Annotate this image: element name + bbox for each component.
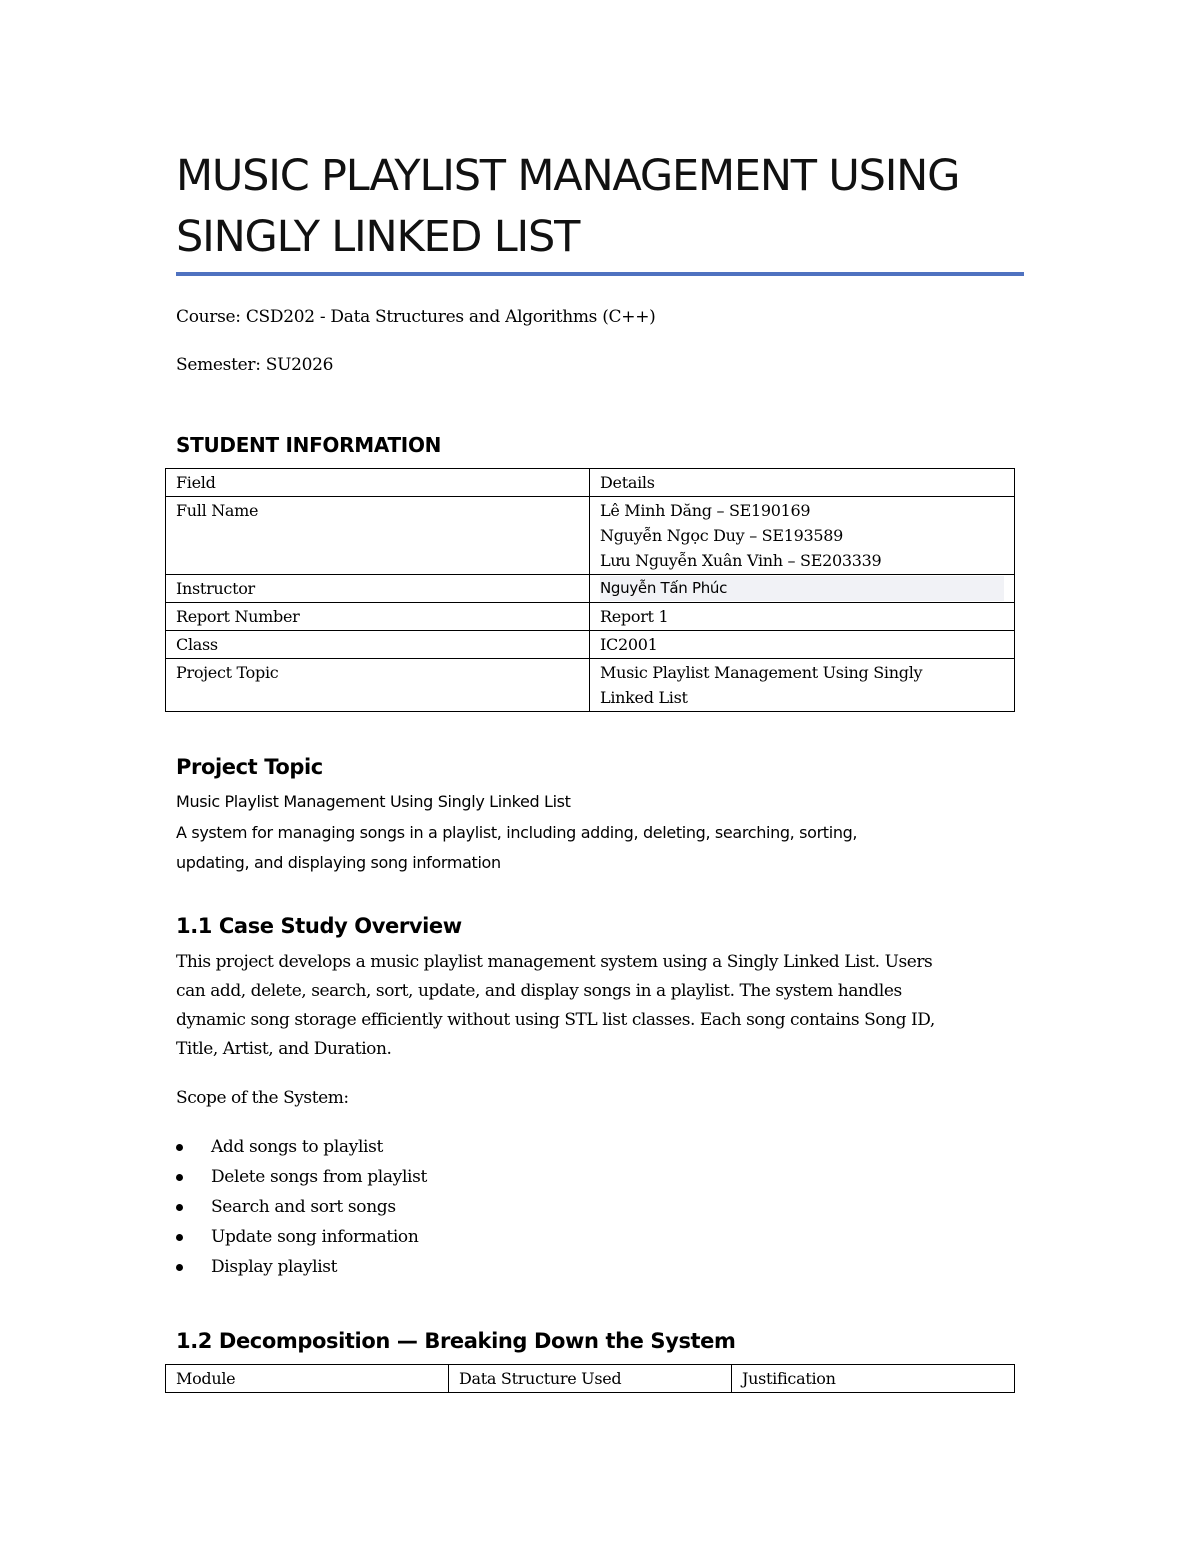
document-title-line-2: SINGLY LINKED LIST: [176, 212, 580, 262]
bullet-icon: [176, 1144, 183, 1151]
table-row-project-topic: [166, 659, 1015, 712]
table-cell-details: [590, 497, 1015, 575]
table-row-report-number: [166, 603, 1015, 631]
case-study-paragraph: This project develops a music playlist management system using a Singly Linked List. Users can add, delete, search, sort, update, and display songs in a playlist. The system handles dynamic song storage efficiently without using STL list classes. Each song contains Song ID, Title, Artist, and Duration.: [176, 952, 935, 1059]
decomposition-table: [165, 1364, 1015, 1393]
table-cell-details: IC2001: [590, 631, 1015, 659]
table-cell-details: Report 1: [590, 603, 1015, 631]
table-row-instructor: [166, 575, 1015, 603]
bullet-icon: [176, 1204, 183, 1211]
course-line: Course: CSD202 - Data Structures and Algorithms (C++): [176, 307, 656, 327]
table-header-cell-details: Details: [590, 469, 1015, 497]
table-cell-field: Instructor: [166, 575, 590, 603]
instructor-name: Nguyễn Tấn Phúc: [600, 576, 1004, 601]
document-title-line-1: MUSIC PLAYLIST MANAGEMENT USING: [176, 151, 960, 201]
scope-label: Scope of the System:: [176, 1088, 349, 1108]
list-item: Add songs to playlist: [176, 1132, 427, 1162]
table-cell-field: Full Name: [166, 497, 590, 575]
list-item: Delete songs from playlist: [176, 1162, 427, 1192]
student-information-table: [165, 468, 1015, 712]
table-row-class: [166, 631, 1015, 659]
list-item: Search and sort songs: [176, 1192, 427, 1222]
table-header-cell-data-structure: Data Structure Used: [449, 1365, 732, 1393]
table-cell-details: Music Playlist Management Using Singly Linked List: [590, 659, 1015, 712]
table-header-cell-module: Module: [166, 1365, 449, 1393]
bullet-icon: [176, 1234, 183, 1241]
list-item: Update song information: [176, 1222, 427, 1252]
case-study-heading: 1.1 Case Study Overview: [176, 914, 462, 938]
title-underline-rule: [176, 272, 1024, 276]
table-header-cell-field: Field: [166, 469, 590, 497]
project-topic-subtitle: Music Playlist Management Using Singly Linked List: [176, 792, 571, 811]
document-title: [176, 146, 1036, 268]
table-cell-field: Project Topic: [166, 659, 590, 712]
list-item: Display playlist: [176, 1252, 427, 1282]
semester-line: Semester: SU2026: [176, 355, 334, 375]
table-header-cell-justification: Justification: [732, 1365, 1015, 1393]
table-cell-details: [590, 575, 1015, 603]
project-topic-heading: Project Topic: [176, 755, 323, 779]
bullet-icon: [176, 1264, 183, 1271]
table-cell-field: Class: [166, 631, 590, 659]
student-name-3: Lưu Nguyễn Xuân Vinh – SE203339: [600, 551, 882, 570]
student-name-1: Lê Minh Dăng – SE190169: [600, 501, 811, 520]
project-topic-description: A system for managing songs in a playlist, including adding, deleting, searching, sorting, updating, and displaying song information: [176, 823, 858, 872]
table-header-row: [166, 1365, 1015, 1393]
student-name-2: Nguyễn Ngọc Duy – SE193589: [600, 526, 844, 545]
table-header-row: [166, 469, 1015, 497]
scope-list: [176, 1132, 427, 1282]
decomposition-heading: 1.2 Decomposition — Breaking Down the System: [176, 1329, 736, 1353]
student-information-heading: STUDENT INFORMATION: [176, 433, 442, 457]
bullet-icon: [176, 1174, 183, 1181]
table-cell-field: Report Number: [166, 603, 590, 631]
table-row-full-name: [166, 497, 1015, 575]
